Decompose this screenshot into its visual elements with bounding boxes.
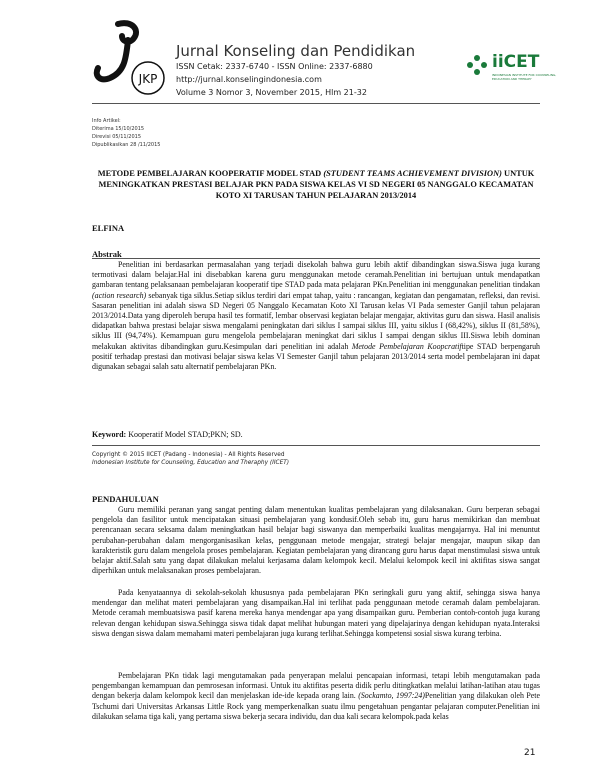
intro-paragraph-3: Pembelajaran PKn tidak lagi mengutamakan pada penyerapan melalui pencapaian informasi, tetapi lebih mengutamakan pada pengembangan kemampuan dan pemrosesan informasi. Untuk itu aktifitas peserta didik perlu ditingkatkan melalui latihan-latihan atau tugas dengan bekerja dalam kelompok kecil dan menjelaskan ide-ide kepada orang lain. (Sockamto, 1997:24)Penelitian yang dilakukan oleh Pete Tschumi dari Universitas Arkansas Little Rock yang memperkenalkan suatu ilmu pengetahuan pengantar pelajaran computer.Penelitian ini dilakukan selama tiga kali, yang pertama siswa bekerja secara individu, dan dua kali secara kelompok.pada kelas bbox=[92, 671, 540, 721]
info-label: Info Artikel: bbox=[92, 118, 121, 124]
publisher-logo bbox=[464, 52, 564, 84]
abstract-divider-bottom bbox=[92, 445, 540, 446]
info-received: Diterima 15/10/2015 bbox=[92, 126, 145, 132]
abstract-text: Penelitian ini berdasarkan permasalahan yang terjadi disekolah bahwa guru lebih aktif dibandingkan siswa.Siswa juga kurang termotivasi dalam belajar.Hal ini disebabkan karena guru menggunakan metode ceramah.Penelitian ini bertujuan untuk mendapatkan gambaran tentang pelaksanaan pembelajaran kooperatif tipe STAD pada mata pelajaran PKn.Penelitian ini menggunakan penelitian tindakan (action research) sebanyak tiga siklus.Setiap siklus terdiri dari empat tahap, yaitu : rancangan, kegiatan dan pengamatan, refleksi, dan revisi. Sasaran penelitian ini adalah siswa SD Negeri 05 Nanggalo Kecamatan Koto XI Tarusan kelas VI Pada semester Ganjil tahun pelajaran 2013/2014.Data yang diperoleh berupa hasil tes formatif, lembar observasi kegiatan belajar mengajar, aktivitas guru dan siswa. Hasil analisis didapatkan bahwa prestasi belajar siswa mengalami peningkatan dari siklus I sampai siklus III, yaitu siklus I (68,42%), siklus II (81,58%), siklus III (94,74%). Kemampuan guru mengelola pembelajaran meningkat dari siklus I sampai dengan siklus III.Siswa lebih dominan melakukan aktivitas dibandingkan guru.Kesimpulan dari penelitian ini adalah Metode Pembelajaran Koopcratiftipe STAD berpengaruh positif terhadap prestasi dan motivasi belajar siswa kelas VI Semester Ganjil tahun pelajaran 2013/2014 serta model pembelajaran ini dapat digunakan sebagai salah satu alternatif pembelajaran PKn. bbox=[92, 260, 541, 372]
abstract-heading: Abstrak bbox=[92, 249, 122, 259]
journal-url[interactable]: http://jurnal.konselingindonesia.com bbox=[176, 75, 322, 84]
iicet-mark-icon bbox=[464, 52, 490, 78]
info-revised: Direvisi 05/11/2015 bbox=[92, 134, 142, 140]
issn-line: ISSN Cetak: 2337-6740 - ISSN Online: 2337-6880 bbox=[176, 62, 373, 71]
header-divider bbox=[92, 103, 540, 104]
info-published: Dipublikasikan 28 /11/2015 bbox=[92, 142, 161, 148]
keywords: Keyword: Kooperatif Model STAD;PKN; SD. bbox=[92, 430, 243, 439]
page-number: 21 bbox=[524, 748, 536, 758]
article-title: METODE PEMBELAJARAN KOOPERATIF MODEL STAD (STUDENT TEAMS ACHIEVEMENT DIVISION) UNTUK MENINGKATKAN PRESTASI BELAJAR PKN PADA SISWA KELAS VI SD NEGERI 05 NANGGALO KECAMATAN KOTO XI TARUSAN TAHUN PELAJARAN 2013/2014 bbox=[97, 169, 535, 200]
abstract-divider-top bbox=[92, 258, 540, 259]
volume-line: Volume 3 Nomor 3, November 2015, Hlm 21-32 bbox=[176, 88, 367, 97]
publisher-subtitle: INDONESIAN INSTITUTE FOR COUNSELING, EDUCATION AND THERAPY bbox=[492, 73, 557, 81]
section-heading-intro: PENDAHULUAN bbox=[92, 494, 159, 504]
author-name: ELFINA bbox=[92, 223, 125, 233]
intro-paragraph-1: Guru memiliki peranan yang sangat penting dalam menentukan kualitas pembelajaran yang dilaksanakan. Guru berperan sebagai pengelola dan fasilitor untuk mencipatakan situasi pembelajaran yang kondusif.Oleh sebab itu, guru harus memikirkan dan membuat perencanaan secara seksama dalam meningkatkan hasil belajar bagi siswanya dan memperbaiki kualitas mengajarnya. Hal ini menuntut perubahan-perubahan dalam mengorganisasikan kelas, penggunaan metode mengajar, strategi belajar mengajar, maupun sikap dan karakteristik guru dalam mengelola proses pembelajaran. Kegiatan pembelajaran yang dirancang guru harus dapat menstimulasi siswa untuk belajar aktif.Salah satu yang dapat dilakukan melalui kerjasama dalam kelompok kecil. Melalui kelompok kecil ini aktifitas siswa sangat diperhikan untuk melaksanakan proses pembelajaran. bbox=[92, 505, 540, 576]
journal-logo-icon bbox=[88, 20, 166, 98]
copyright-line: Copyright © 2015 IICET (Padang - Indonesia) - All Rights Reserved bbox=[92, 452, 285, 458]
intro-paragraph-2: Pada kenyataannya di sekolah-sekolah khususnya pada pembelajaran PKn seringkali guru yang aktif, sehingga siswa hanya mendengar dan melihat materi pembelajaran yang disampaikan.Hal ini terlihat pada penggunaan metode ceramah dalam pembelajaran. Metode ceramah membuatsiswa pasif karena mereka hanya mendengar apa yang disampaikan guru. Pemberian contoh-contoh juga kurang relevan dengan kehidupan siswa.Sehingga siswa tidak dapat melihat hubungan materi yang dipelajarinya dengan kehidupan nyata.Interaksi siswa dengan siswa dalam memahami materi pembelajaran juga kurang terlihat.Sehingga kompetensi sosial siswa kurang terbina. bbox=[92, 588, 540, 638]
journal-logo-text: JKP bbox=[138, 72, 158, 86]
publisher-logo-text: iiCET bbox=[492, 52, 540, 72]
copyright-institute: Indonesian Institute for Counseling, Education and Theraphy (IICET) bbox=[92, 460, 290, 466]
journal-title: Jurnal Konseling dan Pendidikan bbox=[176, 42, 416, 60]
